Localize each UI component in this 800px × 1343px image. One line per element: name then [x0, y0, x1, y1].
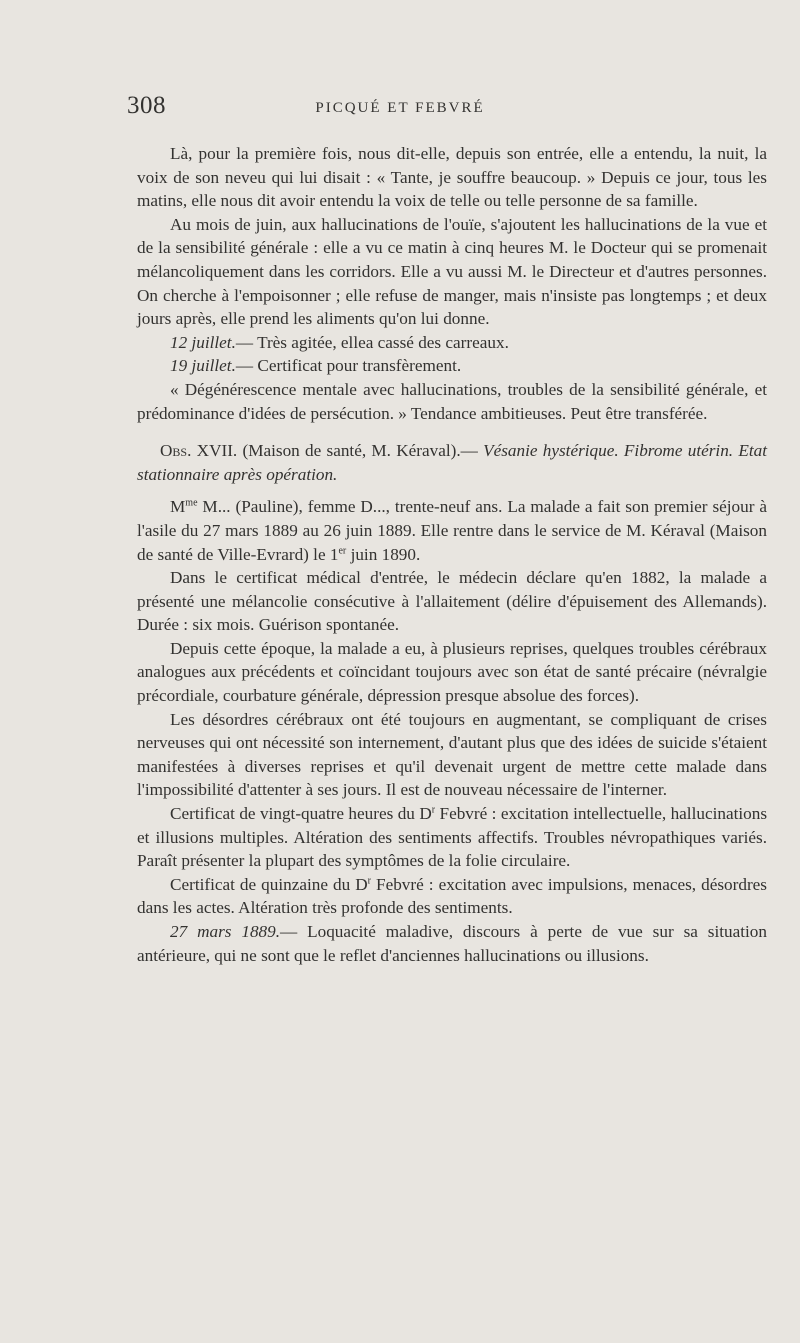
paragraph-2: Au mois de juin, aux hallucinations de l'ouïe, s'ajoutent les hallucinations de la vue et de la sensibilité générale : elle a vu ce matin à cinq heures M. le Docteur qui se promenait mélancoliquement dans les corridors. Elle a vu aussi M. le Directeur et d'autres personnes. On cherche à l'empoisonner ; elle refuse de manger, mais n'insiste pas longtemps ; et deux jours après, elle prend les aliments qu'on lui donne. [137, 214, 767, 329]
obs-text: XVII. (Maison de santé, M. Kéraval).— [191, 441, 484, 461]
text-run: Febvré : excitation intellectuelle, hallucinations et illusions multiples. Altération des sentiments affectifs. Troubles névropathiques variés. Paraît présenter la plupart des symptômes de la folie circulaire. [137, 804, 768, 871]
paragraph-4 [137, 354, 767, 378]
entry-text: — Certificat pour transfèrement. [235, 356, 462, 376]
obs-label: Obs. [160, 441, 192, 461]
superscript: r [431, 804, 436, 816]
body-text [137, 142, 767, 967]
observation-heading [137, 439, 767, 486]
obs-title: Vésanie hystérique. Fibrome utérin. Etat stationnaire après opération. [137, 441, 767, 484]
paragraph-12 [137, 920, 767, 967]
paragraph-1: Là, pour la première fois, nous dit-elle, depuis son entrée, elle a entendu, la nuit, la voix de son neveu qui lui disait : « Tante, je souffre beaucoup. » Depuis ce jour, tous les matins, elle nous dit avoir entendu la voix de telle ou telle personne de sa famille. [137, 144, 767, 211]
paragraph-6 [137, 495, 767, 566]
date-label: 12 juillet. [170, 332, 236, 352]
superscript: er [338, 544, 347, 556]
paragraph-11 [137, 873, 767, 920]
date-label: 27 mars 1889. [170, 922, 281, 941]
text-run: Febvré : excitation avec impulsions, menaces, désordres dans les actes. Altération très profonde des sentiments. [137, 874, 767, 918]
text-run: M [170, 497, 186, 517]
date-label: 19 juillet. [170, 356, 236, 376]
entry-text: — Loquacité maladive, discours à perte de vue sur sa situation antérieure, qui ne sont que le reflet d'anciennes hallucinations ou illusions. [137, 922, 767, 965]
text-run: Certificat de quinzaine du D [170, 874, 368, 894]
superscript: me [185, 497, 198, 509]
paragraph-8: Depuis cette époque, la malade a eu, à plusieurs reprises, quelques troubles cérébraux analogues aux précédents et coïncidant toujours avec son état de santé précaire (névralgie précordiale, courbature générale, dépression presque absolue des forces). [137, 638, 767, 706]
text-run: M... (Pauline), femme D..., trente-neuf ans. La malade a fait son premier séjour à l'asile du 27 mars 1889 au 26 juin 1889. Elle rentre dans le service de M. Kéraval (Maison de santé de Ville-Evrard) le 1 [137, 497, 767, 564]
paragraph-3 [137, 331, 767, 355]
text-run: Certificat de vingt-quatre heures du D [170, 804, 432, 824]
paragraph-10 [137, 802, 767, 873]
page-header [0, 92, 800, 122]
running-title: PICQUÉ ET FEBVRÉ [315, 100, 485, 116]
page-number: 308 [127, 92, 166, 119]
superscript: r [367, 875, 371, 887]
paragraph-5: « Dégénérescence mentale avec hallucinations, troubles de la sensibilité générale, et prédominance d'idées de persécution. » Tendance ambitieuses. Peut être transférée. [137, 379, 767, 423]
entry-text: — Très agitée, ellea cassé des carreaux. [235, 332, 509, 352]
paragraph-7: Dans le certificat médical d'entrée, le médecin déclare qu'en 1882, la malade a présenté une mélancolie consécutive à l'allaitement (délire d'épuisement des Allemands). Durée : six mois. Guérison spontanée. [137, 568, 767, 635]
paragraph-9: Les désordres cérébraux ont été toujours en augmentant, se compliquant de crises nerveuses qui ont nécessité son internement, d'autant plus que des idées de suicide s'étaient manifestées à diverses reprises et qu'il devenait urgent de mettre cette malade dans l'impossibilité d'attenter à ses jours. Il est de nouveau nécessaire de l'interner. [137, 709, 767, 800]
text-run: juin 1890. [346, 544, 421, 564]
